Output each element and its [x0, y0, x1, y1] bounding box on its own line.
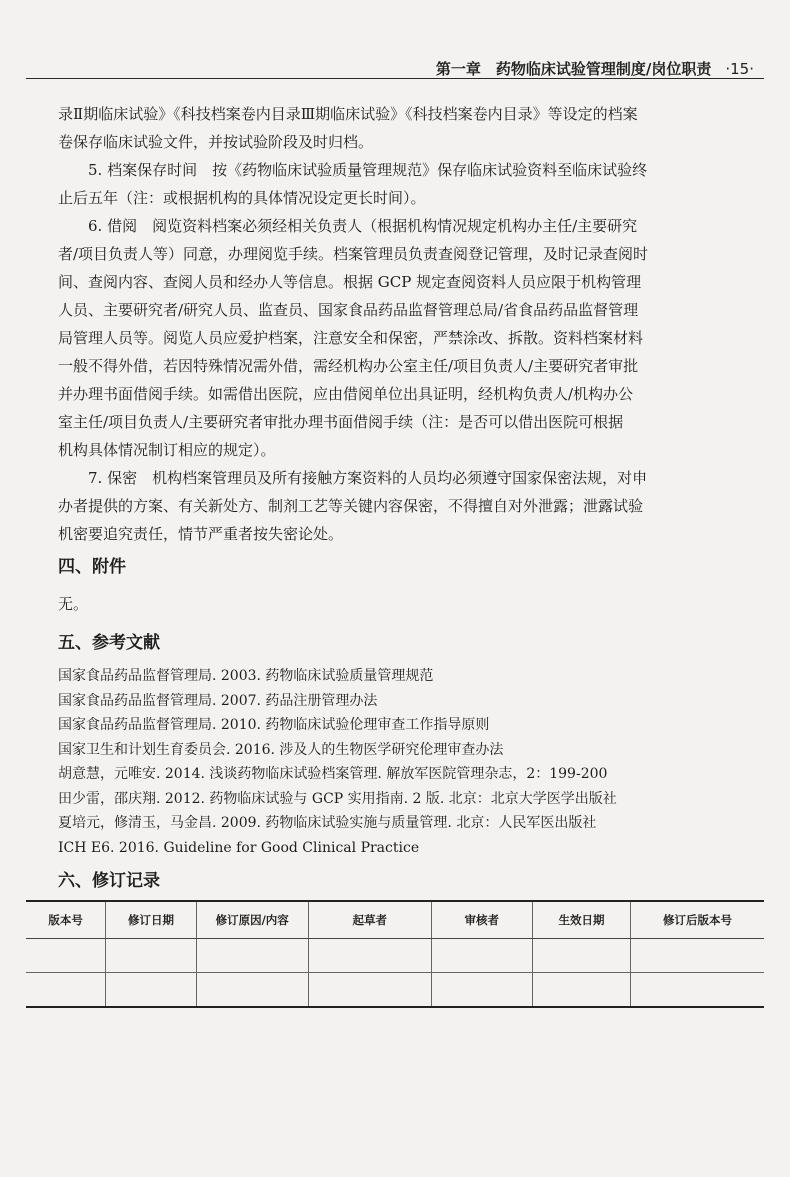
header-text: [436, 58, 754, 79]
reference-item: 国家食品药品监督管理局. 2003. 药物临床试验质量管理规范: [58, 668, 434, 684]
table-cell: [106, 973, 196, 1008]
table-cell: [308, 939, 431, 973]
col-revision-date: 修订日期: [106, 901, 196, 939]
reference-item: 国家食品药品监督管理局. 2010. 药物临床试验伦理审查工作指导原则: [58, 717, 490, 733]
col-version: 版本号: [26, 901, 106, 939]
col-revision-reason: 修订原因/内容: [196, 901, 308, 939]
item-6-line: 人员、主要研究者/研究人员、监查员、国家食品药品监督管理总局/省食品药品监督管理: [58, 301, 639, 319]
col-drafter: 起草者: [308, 901, 431, 939]
page-number: ·15·: [725, 60, 754, 78]
item-6-line: 间、查阅内容、查阅人员和经办人等信息。根据 GCP 规定查阅资料人员应限于机构管理: [58, 273, 642, 291]
table-row: [26, 939, 764, 973]
table-cell: [196, 973, 308, 1008]
item-6-line: 者/项目负责人等）同意，办理阅览手续。档案管理员负责查阅登记管理，及时记录查阅时: [58, 245, 649, 263]
reference-list: [58, 664, 617, 860]
item-5-line: 5. 档案保存时间 按《药物临床试验质量管理规范》保存临床试验资料至临床试验终: [88, 161, 648, 179]
item-7-line: 7. 保密 机构档案管理员及所有接触方案资料的人员均必须遵守国家保密法规，对申: [88, 469, 648, 487]
table-cell: [106, 939, 196, 973]
table-cell: [26, 939, 106, 973]
table-cell: [532, 973, 630, 1008]
col-reviewer: 审核者: [431, 901, 532, 939]
chapter-title: 第一章 药物临床试验管理制度/岗位职责: [435, 60, 712, 78]
item-6-line: 并办理书面借阅手续。如需借出医院，应由借阅单位出具证明，经机构负责人/机构办公: [58, 385, 634, 403]
table-cell: [631, 973, 764, 1008]
body-text: [58, 100, 712, 548]
table-cell: [308, 973, 431, 1008]
reference-item: 胡意慧，元唯安. 2014. 浅谈药物临床试验档案管理. 解放军医院管理杂志，2：199-200: [58, 766, 608, 782]
table-cell: [196, 939, 308, 973]
item-7-line: 机密要追究责任，情节严重者按失密论处。: [58, 525, 344, 543]
paragraph-line: 卷保存临床试验文件，并按试验阶段及时归档。: [58, 133, 374, 151]
running-header: [26, 52, 764, 79]
item-6-line: 一般不得外借，若因特殊情况需外借，需经机构办公室主任/项目负责人/主要研究者审批: [58, 357, 639, 375]
reference-item: 田少雷，邵庆翔. 2012. 药物临床试验与 GCP 实用指南. 2 版. 北京：北京大学医学出版社: [58, 790, 617, 807]
table-cell: [532, 939, 630, 973]
item-6-line: 6. 借阅 阅览资料档案必须经相关负责人（根据机构情况规定机构办主任/主要研究: [88, 217, 638, 235]
table-cell: [631, 939, 764, 973]
attachments-heading: 四、附件: [58, 557, 126, 577]
item-6-line: 局管理人员等。阅览人员应爱护档案，注意安全和保密，严禁涂改、拆散。资料档案材料: [58, 329, 644, 347]
reference-item: 国家卫生和计划生育委员会. 2016. 涉及人的生物医学研究伦理审查办法: [58, 741, 504, 758]
item-5-line: 止后五年（注：或根据机构的具体情况设定更长时间）。: [58, 189, 426, 207]
table-cell: [431, 973, 532, 1008]
reference-item: 夏培元，修清玉，马金昌. 2009. 药物临床试验实施与质量管理. 北京：人民军医出版社: [58, 815, 597, 831]
col-effective-date: 生效日期: [532, 901, 630, 939]
revision-table: [26, 900, 764, 1008]
reference-item: ICH E6. 2016. Guideline for Good Clinical Practice: [58, 839, 420, 856]
paragraph-line: 录Ⅱ期临床试验》《科技档案卷内目录Ⅲ期临床试验》《科技档案卷内目录》等设定的档案: [58, 105, 638, 123]
item-6-line: 室主任/项目负责人/主要研究者审批办理书面借阅手续（注：是否可以借出医院可根据: [58, 413, 624, 431]
reference-item: 国家食品药品监督管理局. 2007. 药品注册管理办法: [58, 692, 378, 709]
table-row: [26, 973, 764, 1008]
revision-heading: 六、修订记录: [58, 871, 160, 891]
table-cell: [431, 939, 532, 973]
references-heading: 五、参考文献: [58, 633, 160, 653]
item-7-line: 办者提供的方案、有关新处方、制剂工艺等关键内容保密，不得擅自对外泄露；泄露试验: [58, 497, 644, 515]
item-6-line: 机构具体情况制订相应的规定）。: [58, 441, 276, 459]
col-new-version: 修订后版本号: [631, 901, 764, 939]
table-cell: [26, 973, 106, 1008]
revision-table-header: [26, 901, 764, 939]
attachments-body: 无。: [58, 595, 89, 613]
